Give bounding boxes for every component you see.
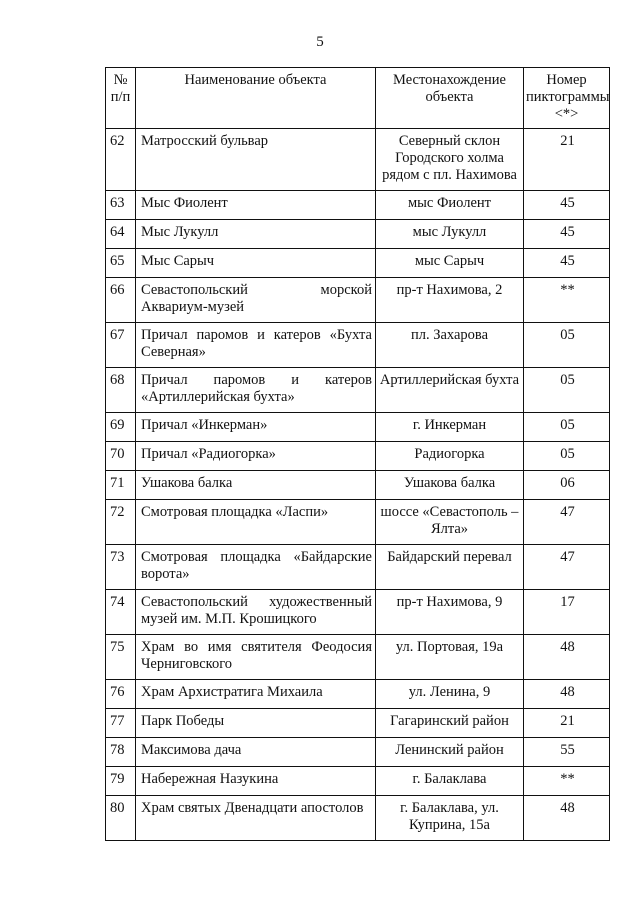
cell-num: 79 xyxy=(106,767,136,796)
cell-pictogram: 48 xyxy=(524,796,610,841)
cell-location: ул. Портовая, 19а xyxy=(376,635,524,680)
cell-location: Радиогорка xyxy=(376,442,524,471)
cell-pictogram: 48 xyxy=(524,635,610,680)
cell-name: Смотровая площадка «Ласпи» xyxy=(136,500,376,545)
table-row xyxy=(106,413,610,442)
cell-location: пл. Захарова xyxy=(376,323,524,368)
cell-pictogram: 05 xyxy=(524,368,610,413)
table-row xyxy=(106,129,610,191)
table-row xyxy=(106,220,610,249)
cell-name: Мыс Фиолент xyxy=(136,191,376,220)
cell-location: Байдарский перевал xyxy=(376,545,524,590)
table-row xyxy=(106,278,610,323)
cell-pictogram: 45 xyxy=(524,220,610,249)
cell-name: Ушакова балка xyxy=(136,471,376,500)
cell-pictogram: 45 xyxy=(524,249,610,278)
cell-location: ул. Ленина, 9 xyxy=(376,680,524,709)
cell-name: Причал «Радиогорка» xyxy=(136,442,376,471)
cell-name: Причал «Инкерман» xyxy=(136,413,376,442)
cell-pictogram: 05 xyxy=(524,323,610,368)
page-number: 5 xyxy=(316,34,324,50)
cell-name: Храм Архистратига Михаила xyxy=(136,680,376,709)
cell-location: г. Балаклава, ул. Куприна, 15а xyxy=(376,796,524,841)
table-row xyxy=(106,442,610,471)
table-row xyxy=(106,323,610,368)
cell-pictogram: 05 xyxy=(524,413,610,442)
cell-num: 78 xyxy=(106,738,136,767)
cell-name: Причал паромов и катеров «Бухта Северная» xyxy=(136,323,376,368)
cell-location: пр-т Нахимова, 2 xyxy=(376,278,524,323)
cell-num: 71 xyxy=(106,471,136,500)
cell-pictogram: ** xyxy=(524,767,610,796)
table-row xyxy=(106,191,610,220)
cell-name: Мыс Сарыч xyxy=(136,249,376,278)
cell-name: Севастопольский морской Аквариум-музей xyxy=(136,278,376,323)
cell-num: 70 xyxy=(106,442,136,471)
cell-pictogram: 21 xyxy=(524,709,610,738)
cell-name: Максимова дача xyxy=(136,738,376,767)
header-pictogram: Номер пиктограммы <*> xyxy=(524,68,610,129)
cell-location: мыс Лукулл xyxy=(376,220,524,249)
cell-name: Причал паромов и катеров «Артиллерийская бухта» xyxy=(136,368,376,413)
cell-location: г. Инкерман xyxy=(376,413,524,442)
cell-name: Парк Победы xyxy=(136,709,376,738)
cell-num: 63 xyxy=(106,191,136,220)
header-name: Наименование объекта xyxy=(136,68,376,129)
cell-pictogram: 06 xyxy=(524,471,610,500)
cell-num: 73 xyxy=(106,545,136,590)
cell-name: Мыс Лукулл xyxy=(136,220,376,249)
cell-pictogram: 17 xyxy=(524,590,610,635)
cell-name: Храм во имя святителя Феодосия Черниговского xyxy=(136,635,376,680)
table-header-row xyxy=(106,68,610,129)
table-row xyxy=(106,249,610,278)
cell-pictogram: 05 xyxy=(524,442,610,471)
cell-num: 68 xyxy=(106,368,136,413)
table-row xyxy=(106,635,610,680)
table-row xyxy=(106,545,610,590)
cell-num: 69 xyxy=(106,413,136,442)
cell-num: 80 xyxy=(106,796,136,841)
cell-num: 76 xyxy=(106,680,136,709)
cell-location: мыс Фиолент xyxy=(376,191,524,220)
objects-table xyxy=(105,67,610,841)
cell-num: 74 xyxy=(106,590,136,635)
table-row xyxy=(106,709,610,738)
cell-location: Ленинский район xyxy=(376,738,524,767)
cell-num: 65 xyxy=(106,249,136,278)
cell-location: Артиллерийская бухта xyxy=(376,368,524,413)
cell-name: Набережная Назукина xyxy=(136,767,376,796)
cell-num: 62 xyxy=(106,129,136,191)
cell-num: 64 xyxy=(106,220,136,249)
table-row xyxy=(106,590,610,635)
table-row xyxy=(106,796,610,841)
cell-num: 67 xyxy=(106,323,136,368)
cell-location: Северный склон Городского холма рядом с пл. Нахимова xyxy=(376,129,524,191)
table-row xyxy=(106,738,610,767)
cell-location: Гагаринский район xyxy=(376,709,524,738)
cell-pictogram: 21 xyxy=(524,129,610,191)
table-row xyxy=(106,767,610,796)
cell-name: Храм святых Двенадцати апостолов xyxy=(136,796,376,841)
header-location: Местонахождение объекта xyxy=(376,68,524,129)
cell-pictogram: 47 xyxy=(524,545,610,590)
cell-location: шоссе «Севастополь – Ялта» xyxy=(376,500,524,545)
cell-location: г. Балаклава xyxy=(376,767,524,796)
table-row xyxy=(106,680,610,709)
cell-location: Ушакова балка xyxy=(376,471,524,500)
cell-name: Матросский бульвар xyxy=(136,129,376,191)
cell-name: Севастопольский художественный музей им. М.П. Крошицкого xyxy=(136,590,376,635)
table-row xyxy=(106,500,610,545)
header-num: № п/п xyxy=(106,68,136,129)
table-row xyxy=(106,471,610,500)
cell-name: Смотровая площадка «Байдарские ворота» xyxy=(136,545,376,590)
cell-num: 72 xyxy=(106,500,136,545)
cell-num: 75 xyxy=(106,635,136,680)
cell-pictogram: 45 xyxy=(524,191,610,220)
cell-location: мыс Сарыч xyxy=(376,249,524,278)
cell-num: 66 xyxy=(106,278,136,323)
table-body xyxy=(106,129,610,841)
cell-pictogram: 55 xyxy=(524,738,610,767)
cell-num: 77 xyxy=(106,709,136,738)
cell-pictogram: 47 xyxy=(524,500,610,545)
cell-location: пр-т Нахимова, 9 xyxy=(376,590,524,635)
cell-pictogram: ** xyxy=(524,278,610,323)
table-row xyxy=(106,368,610,413)
cell-pictogram: 48 xyxy=(524,680,610,709)
